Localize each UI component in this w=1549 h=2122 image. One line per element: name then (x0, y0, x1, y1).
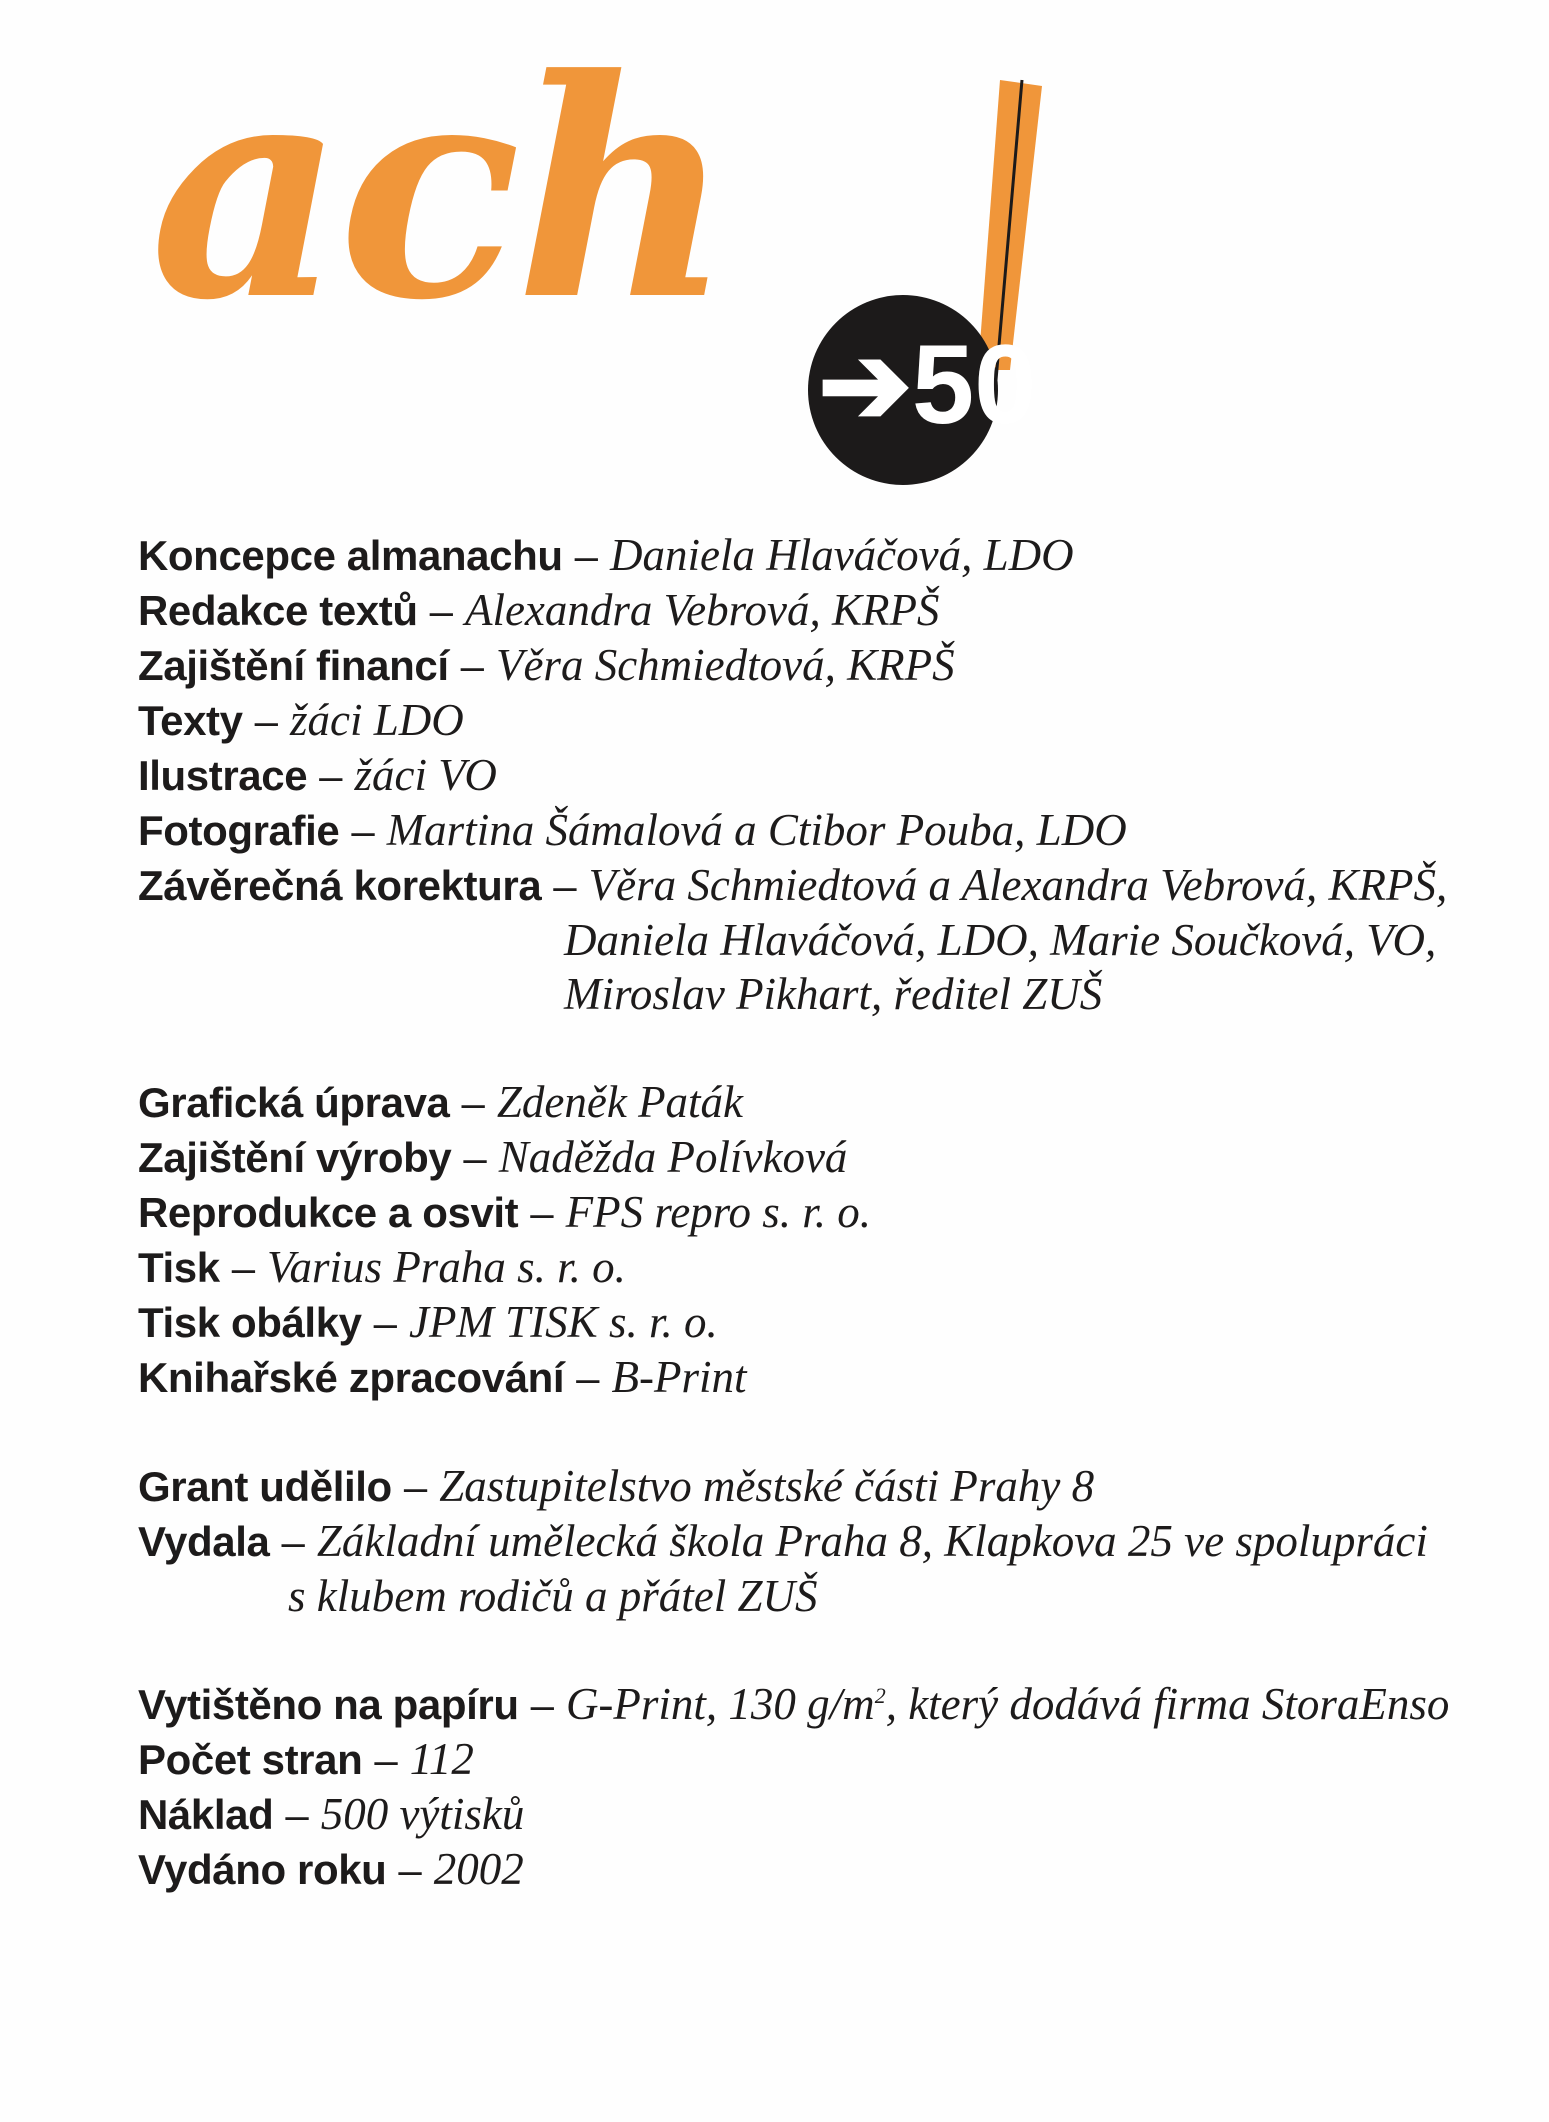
credit-row (138, 858, 1488, 913)
credit-continuation: Daniela Hlaváčová, LDO, Marie Součková, VO, (564, 915, 1437, 965)
credit-row (138, 1677, 1488, 1732)
credit-row (138, 1842, 1488, 1897)
credit-dash: – (403, 1463, 428, 1510)
credit-label: Texty (138, 697, 243, 744)
credit-value: Základní umělecká škola Praha 8, Klapkova 25 ve spolupráci (316, 1516, 1428, 1566)
credit-dash: – (351, 807, 375, 854)
credit-label: Fotografie (138, 807, 340, 854)
credit-label: Koncepce almanachu (138, 532, 563, 579)
credit-dash: – (530, 1681, 554, 1728)
credit-row (138, 1240, 1488, 1295)
credits-section-editorial (138, 528, 1488, 1021)
credit-label: Náklad (138, 1791, 274, 1838)
credit-label: Vydala (138, 1518, 270, 1565)
credit-value: FPS repro s. r. o. (565, 1187, 872, 1237)
credit-label: Tisk (138, 1244, 220, 1291)
credit-value: Zdeněk Paták (496, 1077, 744, 1127)
credit-dash: – (373, 1299, 397, 1346)
credit-dash: – (281, 1518, 305, 1565)
credit-row (138, 1295, 1488, 1350)
ach-logo (150, 13, 1050, 480)
credit-dash: – (574, 532, 598, 579)
credit-row (138, 1075, 1488, 1130)
logo-word: ach (150, 13, 728, 366)
credit-dash: – (398, 1846, 422, 1893)
credit-row (138, 1514, 1488, 1569)
credit-label: Grafická úprava (138, 1079, 450, 1126)
credit-row (138, 693, 1488, 748)
credit-label: Grant udělilo (138, 1463, 392, 1510)
colophon (138, 528, 1488, 1951)
credit-label: Redakce textů (138, 587, 418, 634)
credit-dash: – (463, 1134, 487, 1181)
credit-row (138, 748, 1488, 803)
credit-value: 500 výtisků (320, 1789, 525, 1839)
credit-row (138, 1732, 1488, 1787)
credit-continuation: s klubem rodičů a přátel ZUŠ (288, 1571, 818, 1621)
credit-label: Závěrečná korektura (138, 862, 542, 909)
paper-spec-exponent: 2 (874, 1683, 886, 1708)
credits-section-publisher (138, 1459, 1488, 1623)
paper-spec: G-Print, 130 g/m (565, 1679, 875, 1729)
credit-label: Tisk obálky (138, 1299, 362, 1346)
credit-value: žáci LDO (289, 695, 464, 745)
credit-row (138, 638, 1488, 693)
credit-value: Varius Praha s. r. o. (267, 1242, 626, 1292)
logo-badge (808, 295, 1037, 485)
credit-dash: – (285, 1791, 309, 1838)
credit-value: B-Print (611, 1352, 747, 1402)
credit-value: Daniela Hlaváčová, LDO (609, 530, 1074, 580)
credit-dash: – (576, 1354, 600, 1401)
credit-label: Reprodukce a osvit (138, 1189, 519, 1236)
credit-value: JPM TISK s. r. o. (408, 1297, 718, 1347)
credit-label: Vytištěno na papíru (138, 1681, 519, 1728)
credits-section-production (138, 1075, 1488, 1405)
credit-value: Věra Schmiedtová a Alexandra Vebrová, KRPŠ, (588, 860, 1448, 910)
credit-label: Počet stran (138, 1736, 363, 1783)
credit-row (138, 1787, 1488, 1842)
credit-value: žáci VO (354, 750, 497, 800)
credit-row (138, 1130, 1488, 1185)
credit-row (138, 1459, 1488, 1514)
badge-label: ➔50 (818, 322, 1037, 447)
paper-supplier: , který dodává firma StoraEnso (885, 1679, 1450, 1729)
credit-dash: – (530, 1189, 554, 1236)
credit-value: Martina Šámalová a Ctibor Pouba, LDO (386, 805, 1127, 855)
credit-value: Alexandra Vebrová, KRPŠ (464, 585, 940, 635)
credit-row (138, 1350, 1488, 1405)
credit-row (138, 528, 1488, 583)
credit-dash: – (429, 587, 453, 634)
credit-label: Zajištění výroby (138, 1134, 452, 1181)
credit-row (138, 583, 1488, 638)
credit-value: Věra Schmiedtová, KRPŠ (495, 640, 955, 690)
credit-value: 112 (409, 1734, 474, 1784)
credit-dash: – (461, 1079, 485, 1126)
credit-dash: – (231, 1244, 256, 1291)
credit-value: Zastupitelstvo městské části Prahy 8 (439, 1461, 1095, 1511)
credit-value (566, 1677, 1449, 1731)
credit-dash: – (319, 752, 343, 799)
credit-dash: – (460, 642, 484, 689)
credit-value: Naděžda Polívková (498, 1132, 848, 1182)
credit-label: Ilustrace (138, 752, 308, 799)
credit-dash: – (553, 862, 577, 909)
credit-label: Vydáno roku (138, 1846, 387, 1893)
credit-row (138, 803, 1488, 858)
credit-dash: – (254, 697, 278, 744)
credit-continuation: Miroslav Pikhart, ředitel ZUŠ (564, 969, 1103, 1019)
credit-row (138, 1185, 1488, 1240)
credit-label: Knihařské zpracování (138, 1354, 565, 1401)
credits-section-print-details (138, 1677, 1488, 1897)
credit-dash: – (374, 1736, 398, 1783)
credit-label: Zajištění financí (138, 642, 449, 689)
credit-value: 2002 (433, 1844, 524, 1894)
